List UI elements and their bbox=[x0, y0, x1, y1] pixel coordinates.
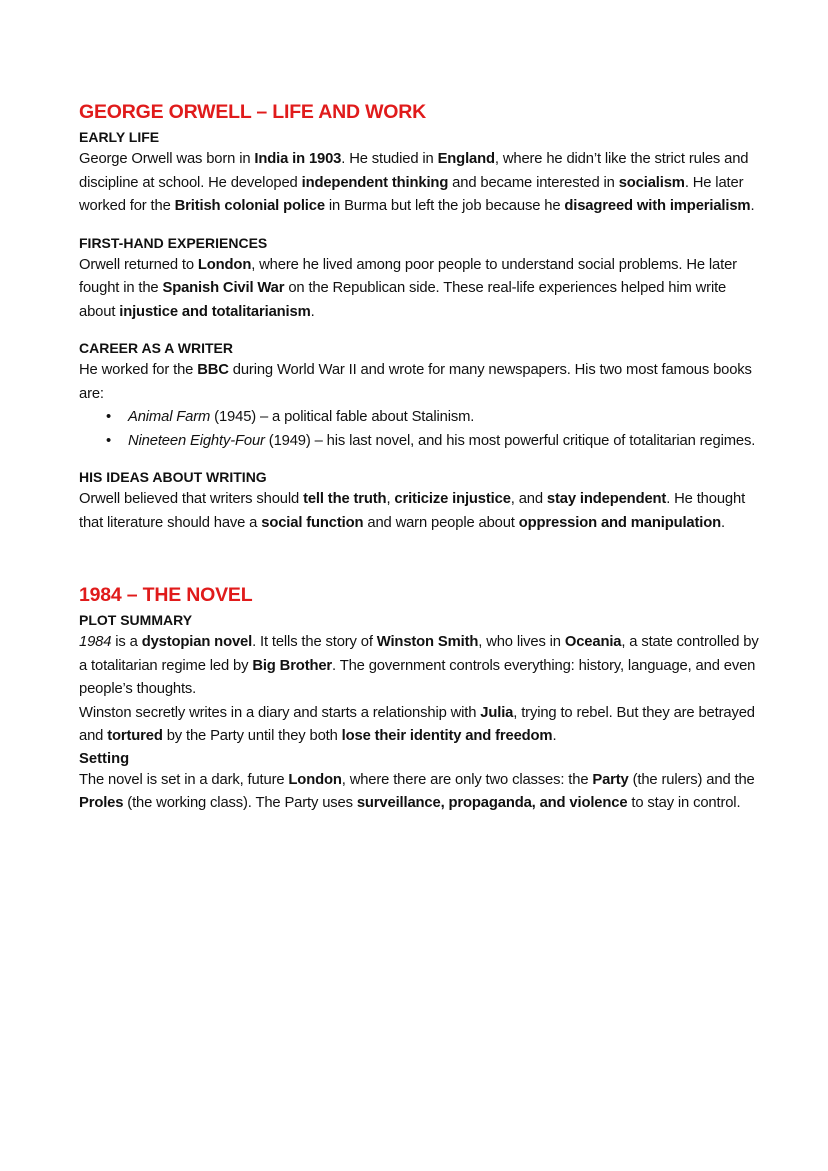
heading-early-life: EARLY LIFE bbox=[79, 129, 160, 145]
heading-setting: Setting bbox=[79, 750, 130, 767]
heading-plot-summary: PLOT SUMMARY bbox=[79, 612, 193, 628]
section-title-orwell: GEORGE ORWELL – LIFE AND WORK bbox=[79, 101, 427, 123]
document-page bbox=[79, 100, 759, 816]
list-item: • Animal Farm (1945) – a political fable about Stalinism. bbox=[79, 406, 759, 430]
paragraph-ideas-writing: Orwell believed that writers should tell the truth, criticize injustice, and stay independent. He thought that literature should have a social function and warn people about oppression and manipulation. bbox=[79, 491, 746, 531]
famous-books-list bbox=[79, 406, 759, 453]
paragraph-plot-2: Winston secretly writes in a diary and starts a relationship with Julia, trying to rebel. But they are betrayed and tortured by the Party until they both lose their identity and freedom. bbox=[79, 704, 755, 744]
paragraph-plot-1: 1984 is a dystopian novel. It tells the story of Winston Smith, who lives in Oceania, a state controlled by a totalitarian regime led by Big Brother. The government controls everything: history, language, and even people’s thoughts. bbox=[79, 634, 759, 697]
heading-career: CAREER AS A WRITER bbox=[79, 340, 233, 356]
list-item: • Nineteen Eighty-Four (1949) – his last novel, and his most powerful critique of totalitarian regimes. bbox=[79, 430, 759, 454]
paragraph-first-hand: Orwell returned to London, where he lived among poor people to understand social problems. He later fought in the Spanish Civil War on the Republican side. These real-life experiences helped him write about injustice and totalitarianism. bbox=[79, 256, 737, 320]
section-title-1984: 1984 – THE NOVEL bbox=[79, 584, 253, 606]
paragraph-setting: The novel is set in a dark, future London, where there are only two classes: the Party (the rulers) and the Proles (the working class). The Party uses surveillance, propaganda, and violence to stay in control. bbox=[79, 771, 755, 811]
paragraph-career: He worked for the BBC during World War II and wrote for many newspapers. His two most famous books are: bbox=[79, 362, 752, 402]
paragraph-early-life: George Orwell was born in India in 1903. He studied in England, where he didn’t like the strict rules and discipline at school. He developed independent thinking and became interested in socialism. He later worked for the British colonial police in Burma but left the job because he disagreed with imperialism. bbox=[79, 151, 755, 214]
heading-first-hand: FIRST-HAND EXPERIENCES bbox=[79, 234, 268, 251]
heading-ideas-writing: HIS IDEAS ABOUT WRITING bbox=[79, 469, 267, 485]
